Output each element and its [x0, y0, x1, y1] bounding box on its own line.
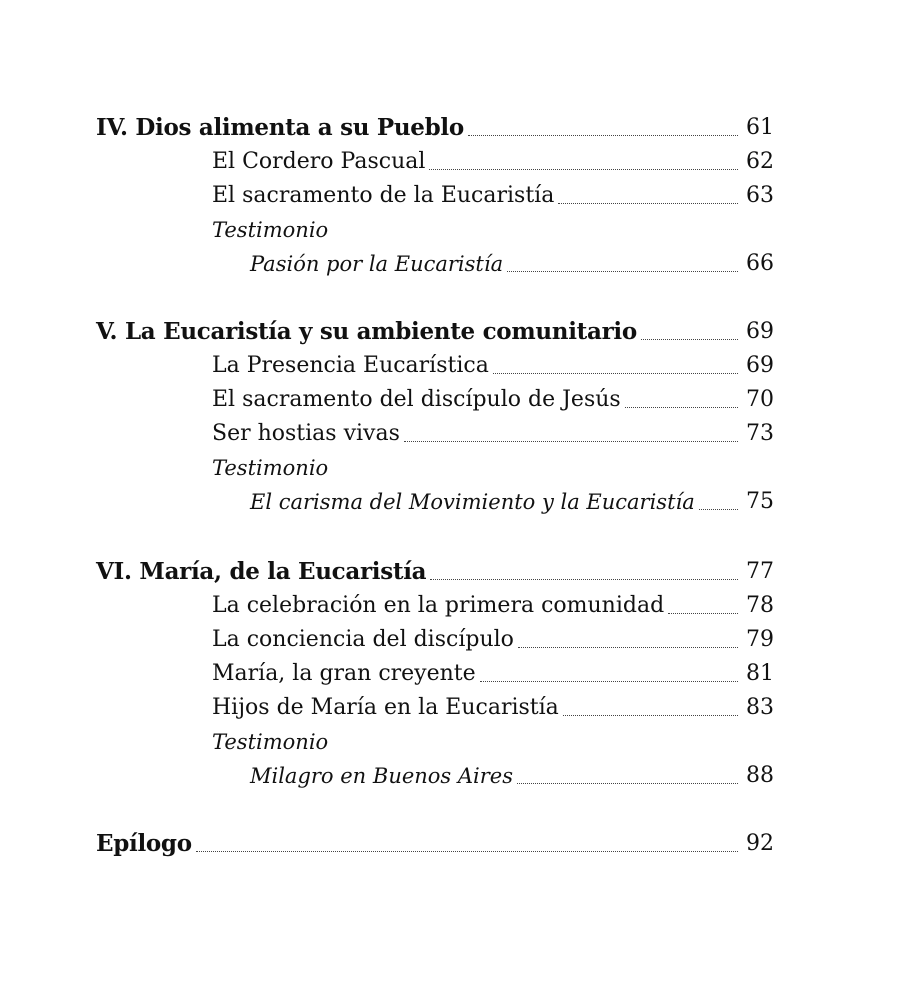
page-number: 66 [746, 251, 774, 276]
entry-title: Ser hostias vivas [212, 421, 400, 446]
toc-testimony-entry[interactable] [0, 759, 900, 793]
dot-leader [625, 407, 738, 408]
toc-entry[interactable] [0, 623, 900, 657]
page-number: 88 [746, 763, 774, 788]
testimony-title: Pasión por la Eucaristía [250, 252, 504, 276]
page-number: 63 [746, 183, 774, 208]
toc-entry[interactable] [0, 589, 900, 623]
entry-title: El sacramento de la Eucaristía [212, 183, 555, 208]
toc-entry[interactable] [0, 657, 900, 691]
entry-title: La conciencia del discípulo [212, 627, 514, 652]
testimony-title: El carisma del Movimiento y la Eucaristía [250, 490, 695, 514]
toc-epilogue[interactable] [0, 827, 900, 861]
page-number: 79 [746, 627, 774, 652]
page-number: 81 [746, 661, 774, 686]
toc-chapter-vi[interactable] [0, 555, 900, 589]
dot-leader [493, 373, 738, 374]
page-number: 69 [746, 353, 774, 378]
testimony-heading [0, 725, 900, 759]
dot-leader [668, 613, 738, 614]
chapter-title: V. La Eucaristía y su ambiente comunitario [96, 318, 637, 345]
chapter-title: VI. María, de la Eucaristía [96, 558, 427, 585]
dot-leader [699, 509, 738, 510]
dot-leader [480, 681, 738, 682]
page-number: 77 [746, 559, 774, 584]
toc-chapter-iv[interactable] [0, 111, 900, 145]
testimony-label: Testimonio [212, 218, 329, 242]
page-number: 73 [746, 421, 774, 446]
testimony-title: Milagro en Buenos Aires [250, 764, 514, 788]
entry-title: El Cordero Pascual [212, 149, 426, 174]
toc-entry[interactable] [0, 179, 900, 213]
dot-leader [468, 135, 738, 136]
dot-leader [558, 203, 738, 204]
dot-leader [517, 783, 738, 784]
toc-entry[interactable] [0, 417, 900, 451]
toc-testimony-entry[interactable] [0, 247, 900, 281]
page-number: 62 [746, 149, 774, 174]
epilogue-title: Epílogo [96, 830, 192, 857]
page-number: 69 [746, 319, 774, 344]
testimony-label: Testimonio [212, 456, 329, 480]
toc-chapter-v[interactable] [0, 315, 900, 349]
testimony-heading [0, 451, 900, 485]
toc-entry[interactable] [0, 691, 900, 725]
chapter-title: IV. Dios alimenta a su Pueblo [96, 114, 464, 141]
entry-title: La Presencia Eucarística [212, 353, 489, 378]
page-number: 70 [746, 387, 774, 412]
testimony-heading [0, 213, 900, 247]
dot-leader [507, 271, 738, 272]
dot-leader [404, 441, 738, 442]
page-number: 75 [746, 489, 774, 514]
dot-leader [563, 715, 738, 716]
dot-leader [430, 579, 738, 580]
toc-testimony-entry[interactable] [0, 485, 900, 519]
dot-leader [429, 169, 738, 170]
page-number: 92 [746, 831, 774, 856]
entry-title: María, la gran creyente [212, 661, 476, 686]
toc-entry[interactable] [0, 145, 900, 179]
toc-entry[interactable] [0, 349, 900, 383]
testimony-label: Testimonio [212, 730, 329, 754]
page-number: 61 [746, 115, 774, 140]
dot-leader [518, 647, 738, 648]
toc-entry[interactable] [0, 383, 900, 417]
dot-leader [196, 851, 738, 852]
entry-title: Hijos de María en la Eucaristía [212, 695, 559, 720]
entry-title: La celebración en la primera comunidad [212, 593, 665, 618]
page-number: 83 [746, 695, 774, 720]
entry-title: El sacramento del discípulo de Jesús [212, 387, 621, 412]
dot-leader [641, 339, 738, 340]
page-number: 78 [746, 593, 774, 618]
